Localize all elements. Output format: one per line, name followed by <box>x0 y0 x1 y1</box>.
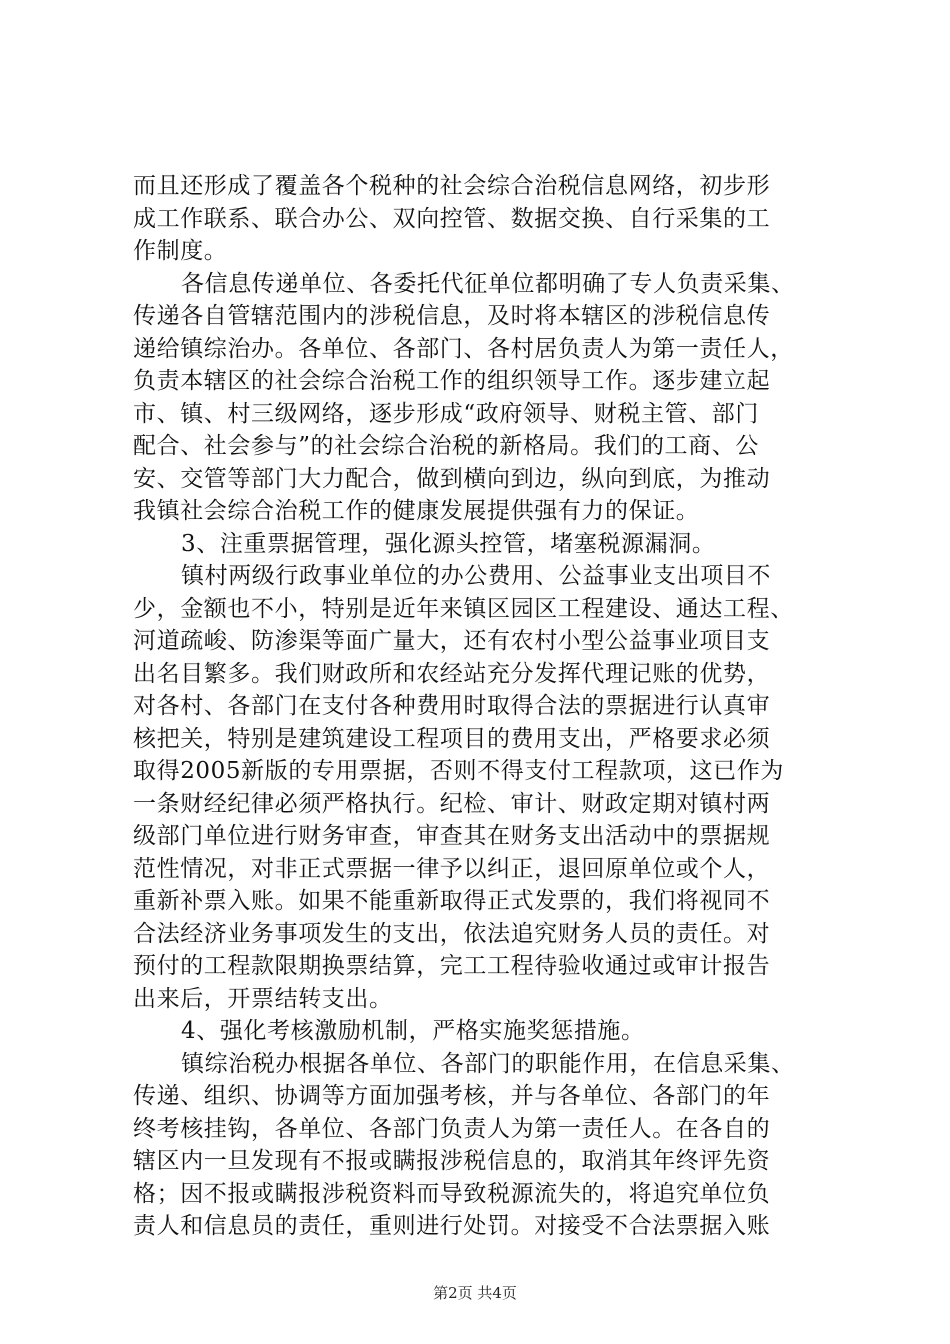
text-line: 配合、社会参与”的社会综合治税的新格局。我们的工商、公 <box>133 433 759 459</box>
text-line: 取得2005新版的专用票据，否则不得支付工程款项，这已作为 <box>133 758 784 784</box>
text-line: 对各村、各部门在支付各种费用时取得合法的票据进行认真审 <box>133 693 771 719</box>
text-line: 范性情况，对非正式票据一律予以纠正，退回原单位或个人， <box>133 855 771 882</box>
text-line: 出名目繁多。我们财政所和农经站充分发挥代理记账的优势， <box>133 660 771 687</box>
text-line: 责人和信息员的责任，重则进行处罚。对接受不合法票据入账 <box>133 1213 771 1239</box>
paragraph-first-line: 4、强化考核激励机制，严格实施奖惩措施。 <box>181 1018 645 1044</box>
text-line: 辖区内一旦发现有不报或瞒报涉税信息的，取消其年终评先资 <box>133 1148 771 1174</box>
text-line: 终考核挂钩，各单位、各部门负责人为第一责任人。在各自的 <box>133 1115 771 1142</box>
text-line: 预付的工程款限期换票结算，完工工程待验收通过或审计报告 <box>133 953 771 979</box>
text-line: 而且还形成了覆盖各个税种的社会综合治税信息网络，初步形 <box>133 173 771 199</box>
text-line: 作制度。 <box>133 238 228 264</box>
text-line: 负责本辖区的社会综合治税工作的组织领导工作。逐步建立起 <box>133 368 771 394</box>
text-line: 出来后，开票结转支出。 <box>133 985 393 1012</box>
paragraph-first-line: 3、注重票据管理，强化源头控管，堵塞税源漏洞。 <box>181 530 716 557</box>
text-line: 成工作联系、联合办公、双向控管、数据交换、自行采集的工 <box>133 205 771 232</box>
text-line: 格；因不报或瞒报涉税资料而导致税源流失的，将追究单位负 <box>133 1180 771 1207</box>
text-line: 递给镇综治办。各单位、各部门、各村居负责人为第一责任人， <box>133 335 794 362</box>
text-line: 市、镇、村三级网络，逐步形成“政府领导、财税主管、部门 <box>133 400 759 427</box>
text-line: 级部门单位进行财务审查，审查其在财务支出活动中的票据规 <box>133 823 771 849</box>
paragraph-first-line: 各信息传递单位、各委托代征单位都明确了专人负责采集、 <box>181 270 795 297</box>
page-footer: 第2页 共4页 <box>433 1284 517 1302</box>
text-line: 一条财经纪律必须严格执行。纪检、审计、财政定期对镇村两 <box>133 790 771 817</box>
text-line: 我镇社会综合治税工作的健康发展提供强有力的保证。 <box>133 498 700 524</box>
text-line: 少，金额也不小，特别是近年来镇区园区工程建设、通达工程、 <box>133 595 794 622</box>
paragraph-first-line: 镇村两级行政事业单位的办公费用、公益事业支出项目不 <box>181 563 771 589</box>
paragraph-first-line: 镇综治税办根据各单位、各部门的职能作用，在信息采集、 <box>181 1050 795 1077</box>
text-line: 重新补票入账。如果不能重新取得正式发票的，我们将视同不 <box>133 888 771 914</box>
document-body <box>133 170 821 1243</box>
text-line: 河道疏峻、防渗渠等面广量大，还有农村小型公益事业项目支 <box>133 628 771 654</box>
text-line: 传递、组织、协调等方面加强考核，并与各单位、各部门的年 <box>133 1083 771 1109</box>
text-line: 安、交管等部门大力配合，做到横向到边，纵向到底，为推动 <box>133 465 771 492</box>
text-line: 合法经济业务事项发生的支出，依法追究财务人员的责任。对 <box>133 920 771 947</box>
text-line: 传递各自管辖范围内的涉税信息，及时将本辖区的涉税信息传 <box>133 303 771 329</box>
text-line: 核把关，特别是建筑建设工程项目的费用支出，严格要求必须 <box>133 725 771 752</box>
